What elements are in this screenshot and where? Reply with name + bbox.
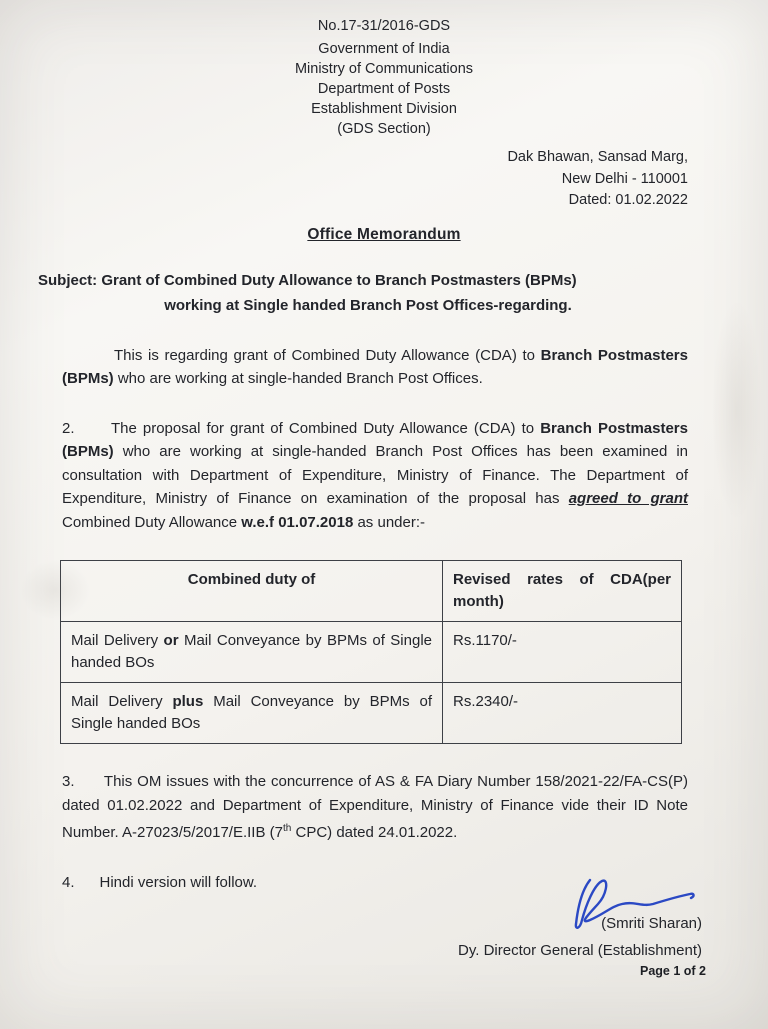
table-header-row (61, 561, 682, 622)
org-line-country: Government of India (318, 41, 450, 57)
table-row (61, 683, 682, 744)
address-block (0, 147, 768, 212)
duty-cell: Mail Delivery plus Mail Conveyance by BPMs of Single handed BOs (61, 683, 443, 744)
signatory-name: (Smriti Sharan) (601, 915, 702, 932)
reference-number: No.17-31/2016-GDS (317, 18, 451, 34)
paragraph-1: This is regarding grant of Combined Duty Allowance (CDA) to Branch Postmasters (BPMs) who are working at single-handed Branch Post Offices. (62, 346, 688, 387)
rate-cell: Rs.2340/- (443, 683, 682, 744)
date-line: Dated: 01.02.2022 (568, 192, 688, 208)
cda-rates-table (60, 560, 682, 744)
subject-line-2: working at Single handed Branch Post Offices-regarding. (164, 296, 572, 314)
signature-block (0, 872, 768, 959)
column-header-combined-duty: Combined duty of (61, 561, 443, 622)
paragraph-2: 2. The proposal for grant of Combined Duty Allowance (CDA) to Branch Postmasters (BPMs) who are working at single-handed Branch Post Offices has been examined in consultation with Department of Expenditure, Ministry of Finance. The Department of Expenditure, Ministry of Finance on examination of the proposal has agreed to grant Combined Duty Allowance w.e.f 01.07.2018 as under:- (62, 419, 688, 531)
rate-cell: Rs.1170/- (443, 622, 682, 683)
address-line-1: Dak Bhawan, Sansad Marg, (507, 149, 688, 165)
duty-cell: Mail Delivery or Mail Conveyance by BPMs of Single handed BOs (61, 622, 443, 683)
subject-line-1: Subject: Grant of Combined Duty Allowance to Branch Postmasters (BPMs) (38, 271, 577, 289)
scan-smudge (712, 300, 762, 520)
document-title: Office Memorandum (307, 225, 461, 243)
column-header-revised-rates: Revised rates of CDA(per month) (443, 561, 682, 622)
letterhead (0, 0, 768, 139)
signatory-designation: Dy. Director General (Establishment) (458, 942, 702, 959)
org-line-division: Establishment Division (311, 101, 457, 117)
org-line-department: Department of Posts (317, 81, 451, 97)
table-row (61, 622, 682, 683)
paragraph-3: 3. This OM issues with the concurrence of AS & FA Diary Number 158/2021-22/FA-CS(P) dated 01.02.2022 and Department of Expenditure, Ministry of Finance vide their ID Note Number. A-27023/5/2017/E.IIB (7th CPC) dated 24.01.2022. (62, 773, 688, 841)
scan-smudge (20, 560, 90, 620)
org-line-ministry: Ministry of Communications (294, 61, 474, 77)
subject-block (38, 268, 698, 318)
paragraph-4: 4. Hindi version will follow. (62, 873, 258, 891)
org-line-section: (GDS Section) (337, 121, 431, 137)
page-number: Page 1 of 2 (640, 964, 706, 978)
address-line-2: New Delhi - 110001 (561, 170, 688, 187)
